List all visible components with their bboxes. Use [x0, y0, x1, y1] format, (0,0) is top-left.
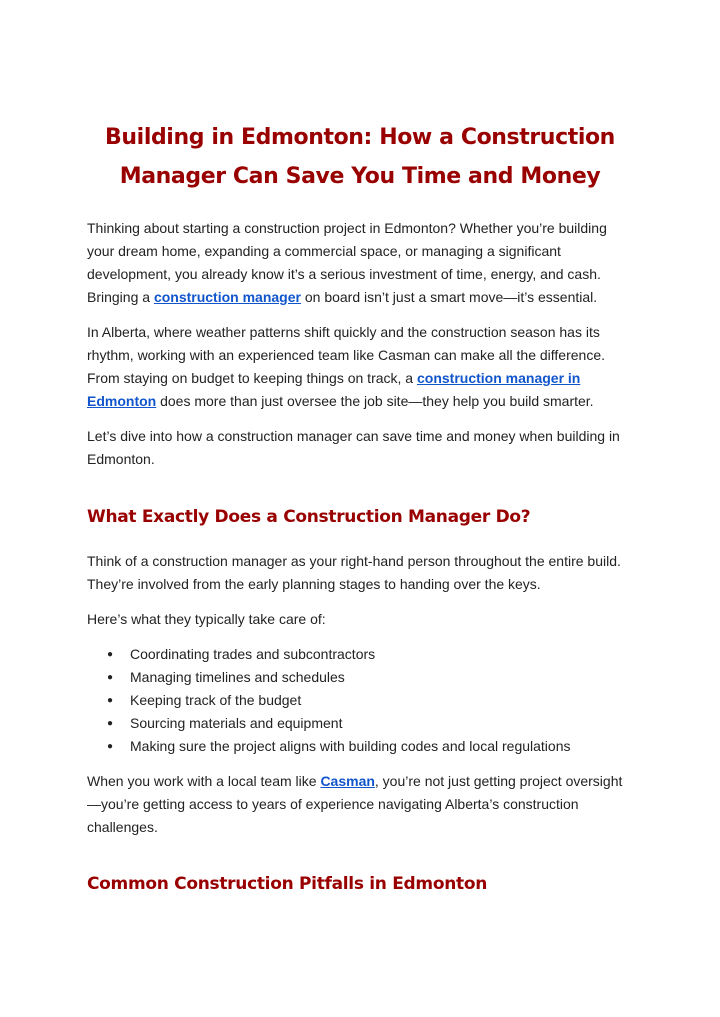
- list-item: [107, 735, 633, 758]
- construction-manager-edmonton-link[interactable]: construction manager in Edmonton: [87, 370, 581, 409]
- list-item: [107, 689, 633, 712]
- alberta-text-before-link: In Alberta, where weather patterns shift quickly and the construction season has its rhythm, working with an experienced team like Casman can make all the difference. From staying on budget to keeping things on track, a: [87, 324, 605, 386]
- construction-manager-link[interactable]: construction manager: [153, 289, 301, 305]
- alberta-text-after-link: does more than just oversee the job site—they help you build smarter.: [156, 393, 594, 409]
- intro-text-after-link: on board isn’t just a smart move—it’s essential.: [300, 289, 598, 305]
- right-hand-person-paragraph: Think of a construction manager as your right-hand person throughout the entire build. They’re involved from the early planning stages to handing over the keys.: [87, 553, 621, 592]
- casman-text-before-link: When you work with a local team like: [87, 773, 321, 789]
- casman-paragraph: [87, 770, 633, 839]
- list-item-text: Managing timelines and schedules: [130, 669, 345, 685]
- list-item-text: Keeping track of the budget: [130, 692, 302, 708]
- list-item-text: Sourcing materials and equipment: [130, 715, 343, 731]
- alberta-paragraph: [87, 321, 633, 413]
- bullet-icon: ●: [107, 695, 114, 706]
- dive-in-paragraph: Let’s dive into how a construction manager can save time and money when building in Edmonton.: [87, 428, 620, 467]
- intro-paragraph: [87, 217, 633, 309]
- bullet-icon: ●: [107, 718, 114, 729]
- casman-text-after-link: , you’re not just getting project oversight—you’re getting access to years of experience navigating Alberta’s construction challenges.: [87, 773, 623, 835]
- section-heading-what-does-cm-do: What Exactly Does a Construction Manager Do?: [87, 507, 531, 527]
- bullet-icon: ●: [107, 741, 114, 752]
- tasks-list: [87, 643, 633, 758]
- page-title: [87, 118, 633, 196]
- casman-link[interactable]: Casman: [320, 773, 375, 789]
- list-item: [107, 643, 633, 666]
- intro-text-before-link: Thinking about starting a construction project in Edmonton? Whether you’re building your dream home, expanding a commercial space, or managing a significant development, you already know it’s a serious investment of time, energy, and cash. Bringing a: [87, 220, 607, 305]
- page-title-line-1: Building in Edmonton: How a Construction: [105, 125, 615, 150]
- bullet-icon: ●: [107, 672, 114, 683]
- list-item: [107, 666, 633, 689]
- list-item-text: Making sure the project aligns with building codes and local regulations: [130, 738, 571, 754]
- page-title-line-2: Manager Can Save You Time and Money: [119, 164, 601, 189]
- bullet-icon: ●: [107, 649, 114, 660]
- section-heading-common-pitfalls: Common Construction Pitfalls in Edmonton: [87, 874, 488, 894]
- list-item: [107, 712, 633, 735]
- typical-tasks-intro: Here’s what they typically take care of:: [87, 611, 326, 627]
- list-item-text: Coordinating trades and subcontractors: [130, 646, 376, 662]
